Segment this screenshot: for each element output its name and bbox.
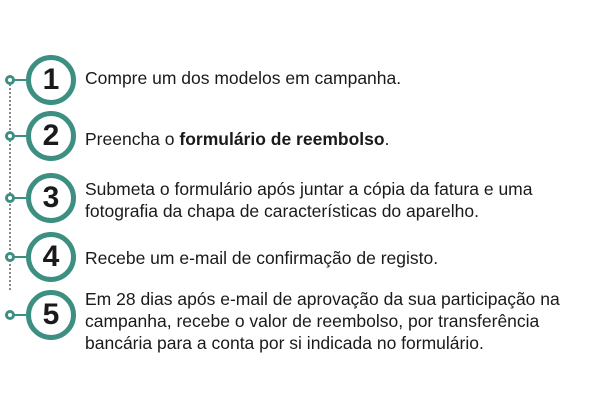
step-text bbox=[85, 128, 597, 150]
timeline-connector bbox=[14, 314, 26, 316]
step-number: 4 bbox=[42, 240, 60, 273]
timeline-connector bbox=[14, 197, 26, 199]
step-number: 5 bbox=[42, 298, 60, 331]
timeline-connector bbox=[14, 79, 26, 81]
timeline-connector bbox=[14, 256, 26, 258]
step-number: 2 bbox=[42, 119, 60, 152]
step-text: Compre um dos modelos em campanha. bbox=[85, 68, 402, 88]
step-text: Submeta o formulário após juntar a cópia da fatura e uma fotografia da chapa de características do aparelho. bbox=[85, 179, 533, 221]
timeline-connector bbox=[14, 135, 26, 137]
step-number-badge bbox=[26, 173, 76, 223]
step-text: Em 28 dias após e-mail de aprovação da sua participação na campanha, recebe o valor de reembolso, por transferência bancária para a conta por si indicada no formulário. bbox=[85, 289, 560, 353]
step-number-badge bbox=[26, 290, 76, 340]
step-number: 3 bbox=[42, 181, 60, 214]
step-number-badge bbox=[26, 232, 76, 282]
step-number-badge bbox=[26, 55, 76, 105]
step-number: 1 bbox=[42, 63, 60, 96]
step-text: Recebe um e-mail de confirmação de registo. bbox=[85, 248, 439, 268]
refund-form-highlight: formulário de reembolso bbox=[179, 129, 385, 149]
step-text-after: . bbox=[384, 129, 390, 149]
step-number-badge bbox=[26, 111, 76, 161]
step-text-before: Preencha o bbox=[85, 129, 180, 149]
